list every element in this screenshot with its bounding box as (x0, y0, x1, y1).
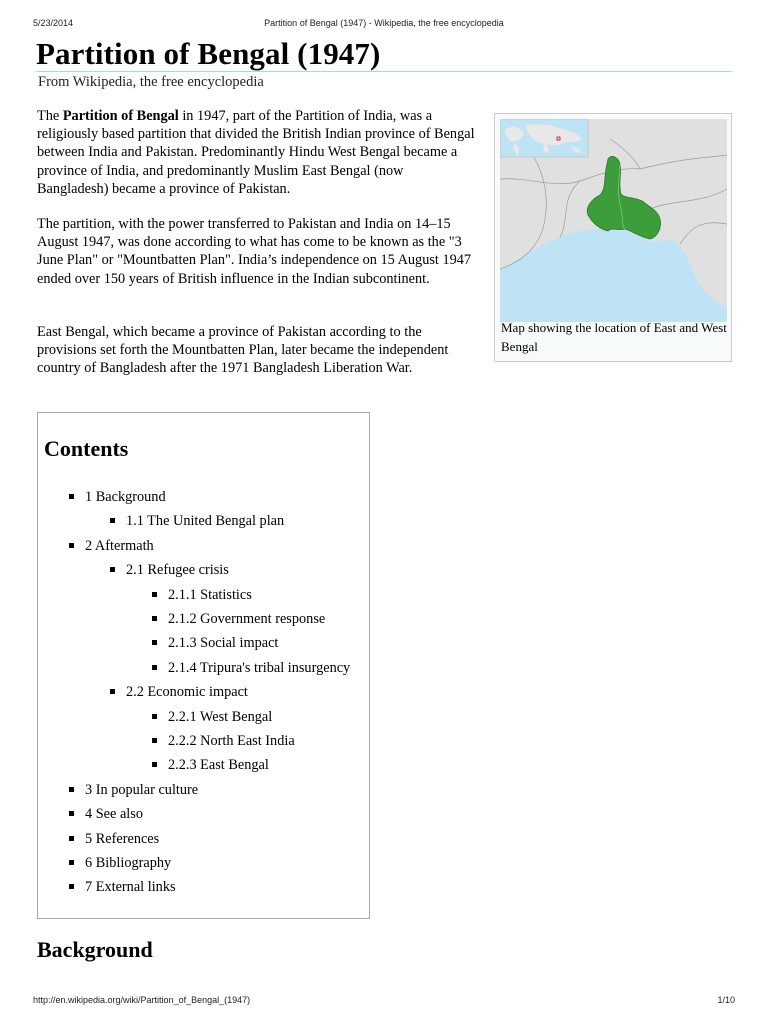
toc-item[interactable] (85, 854, 171, 872)
toc-item-label: 3 In popular culture (85, 781, 199, 798)
bullet-icon (152, 592, 157, 597)
toc-item[interactable] (126, 512, 284, 530)
toc-item-label: 2.1.4 Tripura's tribal insurgency (168, 659, 351, 676)
title-divider (36, 71, 732, 72)
bullet-icon (69, 836, 74, 841)
bullet-icon (152, 714, 157, 719)
toc-item-label: 1 Background (85, 489, 166, 505)
bengal-location-map[interactable] (500, 119, 727, 322)
toc-item-label: 2.2.1 West Bengal (168, 708, 273, 725)
toc-item[interactable] (85, 488, 166, 506)
bullet-icon (110, 518, 115, 523)
toc-item[interactable] (126, 561, 229, 579)
bullet-icon (69, 494, 74, 499)
toc-item[interactable] (85, 537, 154, 555)
bullet-icon (152, 738, 157, 743)
print-url: http://en.wikipedia.org/wiki/Partition_of_Bengal_(1947) (33, 995, 251, 1005)
intro-paragraph-3: East Bengal, which became a province of Pakistan according to the provisions set forth the Mountbatten Plan, later became the independent country of Bangladesh after the 1971 Bangladesh Liberation War. (37, 324, 449, 377)
toc-title: Contents (44, 436, 129, 461)
toc-item[interactable] (168, 708, 272, 726)
intro-paragraph-2: The partition, with the power transferred to Pakistan and India on 14–15 August 1947, was done according to what has come to be known as the "3 June Plan" or "Mountbatten Plan". India’s independence on 15 August 1947 ended over 150 years of British influence in the Indian subcontinent. (37, 216, 472, 287)
bullet-icon (110, 567, 115, 572)
bullet-icon (110, 689, 115, 694)
toc-item-label: 1.1 The United Bengal plan (126, 513, 285, 530)
page-title: Partition of Bengal (1947) (36, 36, 381, 71)
toc-item-label: 2.2.3 East Bengal (168, 757, 269, 774)
p1-bold-term: Partition of Bengal (62, 108, 179, 124)
print-page-number: 1/10 (717, 995, 735, 1005)
toc-item-label: 2.1.2 Government response (168, 611, 326, 627)
bullet-icon (152, 640, 157, 645)
print-header (33, 18, 735, 30)
print-page-title: Partition of Bengal (1947) - Wikipedia, the free encyclopedia (264, 18, 504, 28)
toc-item-label: 2.1.1 Statistics (168, 586, 252, 603)
map-figure (494, 113, 732, 362)
bullet-icon (69, 884, 74, 889)
toc-item[interactable] (168, 659, 350, 677)
table-of-contents (37, 412, 370, 919)
toc-item[interactable] (168, 634, 278, 652)
print-footer (33, 995, 735, 1007)
toc-item[interactable] (85, 781, 198, 799)
toc-item-label: 2.1 Refugee crisis (126, 562, 229, 579)
p1-lead: The (37, 108, 63, 124)
bullet-icon (69, 787, 74, 792)
toc-item-label: 5 References (85, 830, 160, 847)
print-date: 5/23/2014 (33, 18, 74, 28)
toc-item[interactable] (85, 805, 143, 823)
section-heading-background: Background (37, 937, 153, 962)
toc-item[interactable] (168, 756, 269, 774)
toc-item-label: 4 See also (85, 806, 143, 823)
toc-item-label: 6 Bibliography (85, 855, 172, 871)
toc-item-label: 2 Aftermath (85, 537, 154, 554)
toc-item[interactable] (126, 683, 248, 701)
bullet-icon (69, 543, 74, 548)
toc-item[interactable] (168, 610, 325, 628)
toc-item[interactable] (168, 586, 252, 604)
toc-item[interactable] (85, 830, 159, 848)
intro-paragraph-1 (37, 107, 477, 198)
toc-item[interactable] (168, 732, 295, 750)
bullet-icon (152, 762, 157, 767)
site-tagline: From Wikipedia, the free encyclopedia (38, 74, 264, 90)
toc-item-label: 2.2.2 North East India (168, 733, 295, 749)
toc-item-label: 2.1.3 Social impact (168, 635, 279, 652)
toc-item-label: 2.2 Economic impact (126, 684, 248, 701)
toc-item[interactable] (85, 878, 176, 896)
bullet-icon (69, 860, 74, 865)
bullet-icon (152, 616, 157, 621)
p1-body: in 1947, part of the Partition of India, was a religiously based partition that divided the British Indian province of Bengal between India and Pakistan. Predominantly Hindu West Bengal became a province of India, and predominantly Muslim East Bengal (now Bangladesh) became a province of Pakistan. (37, 108, 475, 197)
bullet-icon (69, 811, 74, 816)
inset-globe-map (500, 119, 588, 157)
map-caption: Map showing the location of East and West Bengal (501, 320, 727, 354)
bullet-icon (152, 665, 157, 670)
toc-item-label: 7 External links (85, 879, 176, 896)
